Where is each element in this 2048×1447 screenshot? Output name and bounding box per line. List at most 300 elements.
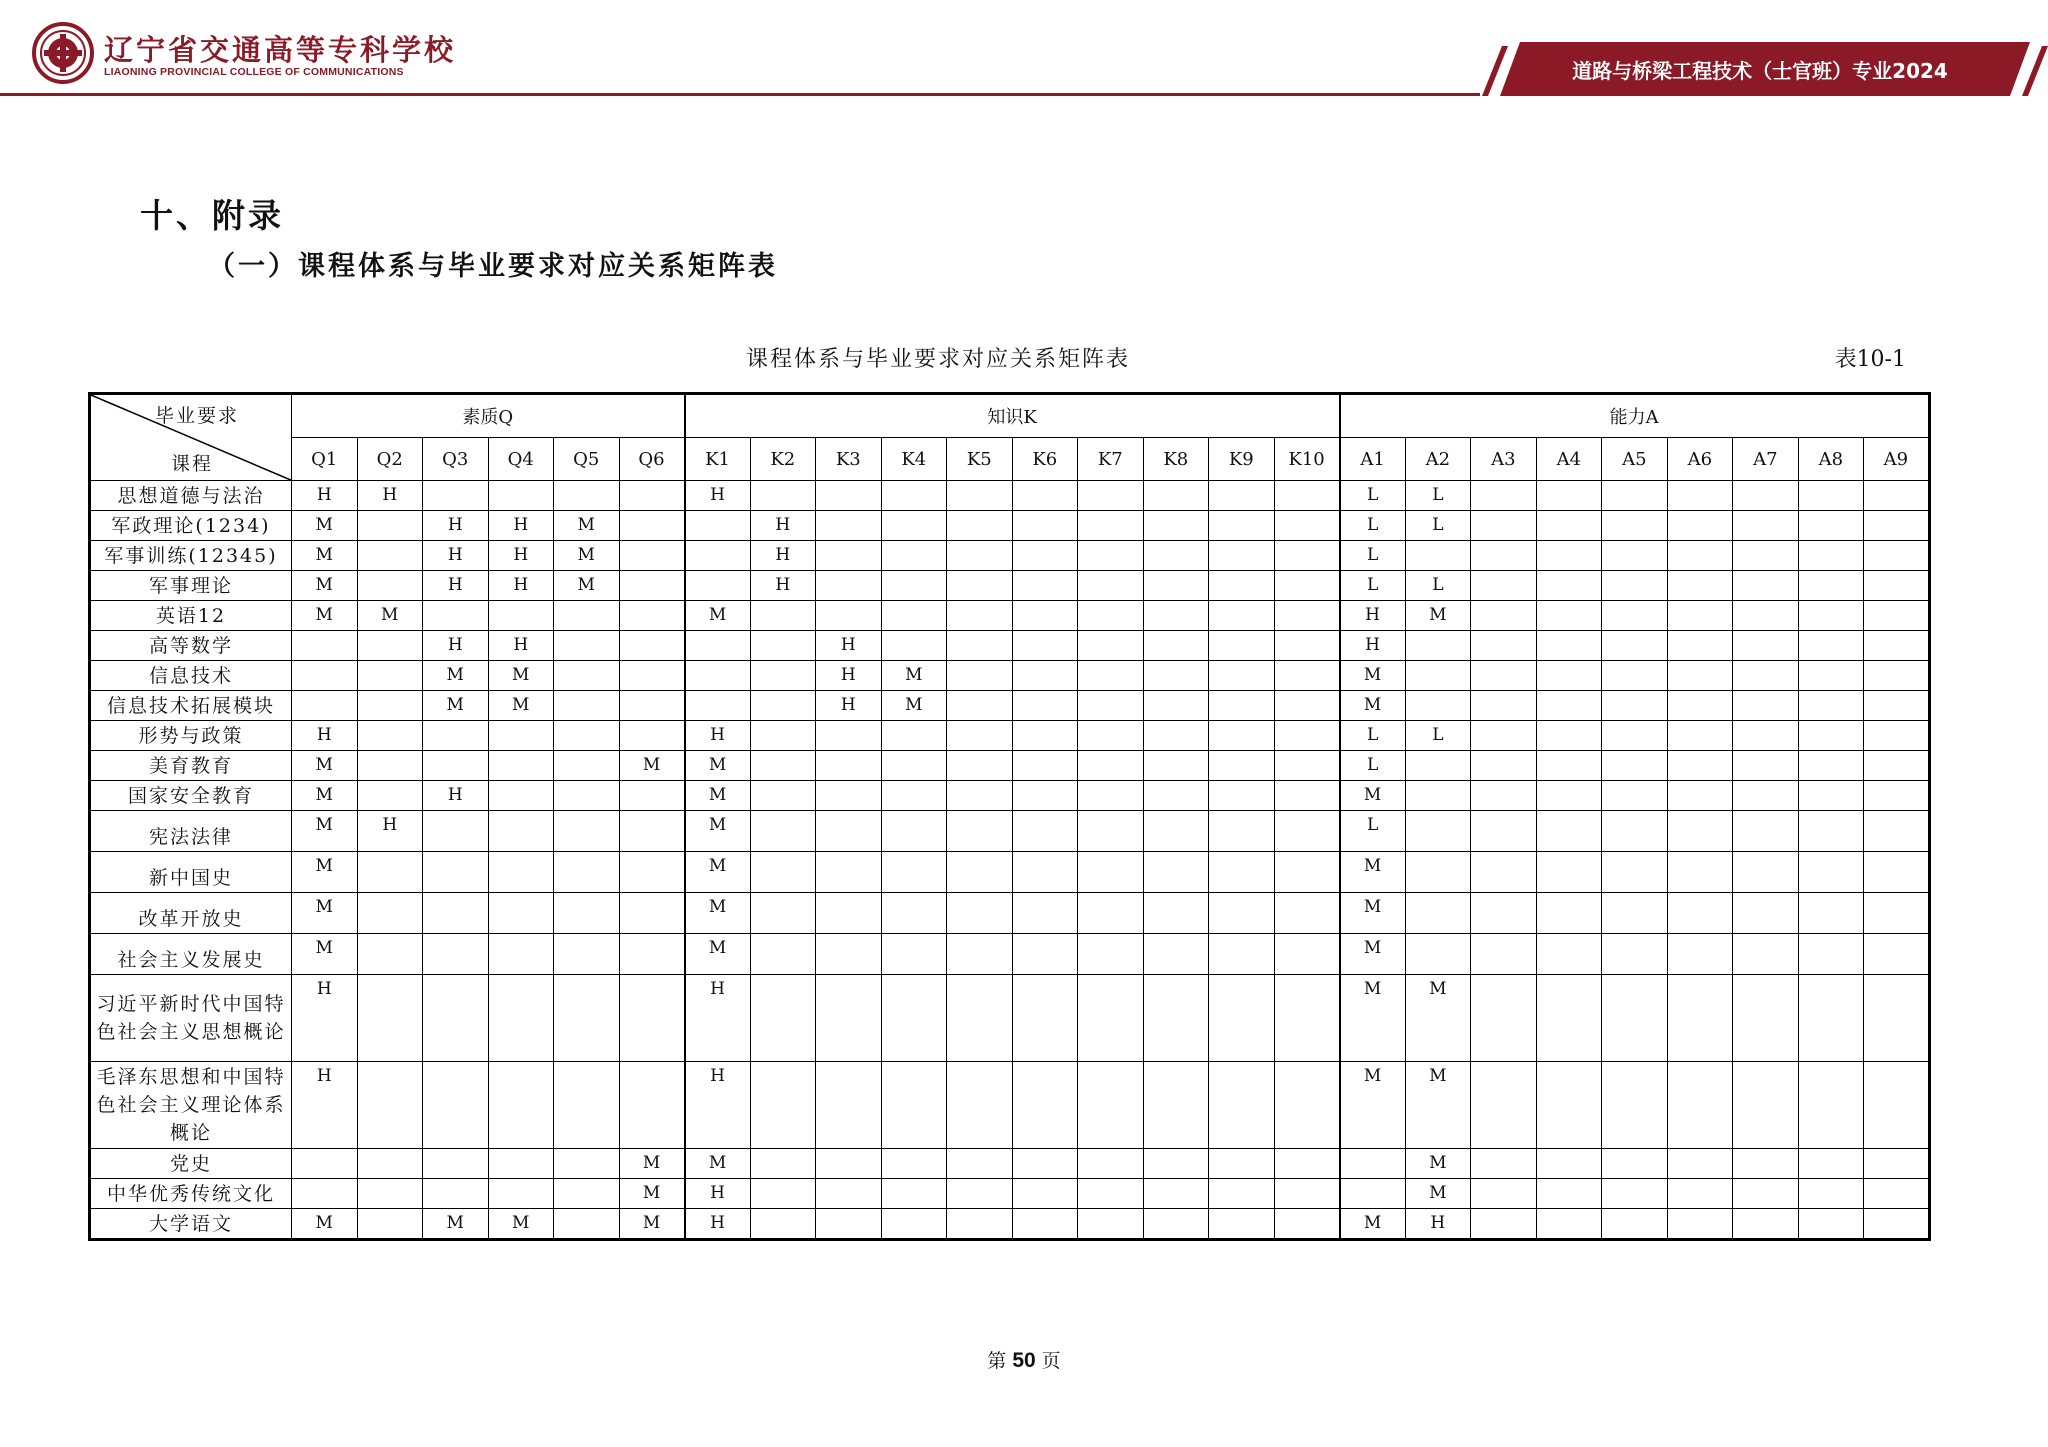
matrix-cell: [488, 852, 554, 893]
matrix-cell: H: [1405, 1209, 1471, 1240]
matrix-cell: [1471, 481, 1537, 511]
matrix-cell: M: [685, 852, 751, 893]
matrix-cell: L: [1340, 511, 1406, 541]
matrix-cell: [1078, 541, 1144, 571]
matrix-cell: [357, 934, 423, 975]
matrix-cell: [750, 661, 816, 691]
matrix-cell: [1798, 601, 1864, 631]
matrix-cell: [1667, 1179, 1733, 1209]
matrix-cell: H: [750, 511, 816, 541]
matrix-cell: H: [423, 511, 489, 541]
matrix-cell: [1209, 601, 1275, 631]
table-row: [90, 511, 1930, 541]
matrix-cell: [423, 1062, 489, 1149]
header-rule: [0, 93, 1480, 96]
matrix-cell: [1274, 481, 1340, 511]
matrix-cell: [1536, 511, 1602, 541]
matrix-cell: M: [488, 691, 554, 721]
matrix-cell: [1602, 781, 1668, 811]
group-header-knowledge: 知识K: [685, 394, 1340, 438]
matrix-cell: M: [1405, 1062, 1471, 1149]
matrix-cell: [1798, 934, 1864, 975]
matrix-cell: [1733, 631, 1799, 661]
matrix-cell: [1667, 661, 1733, 691]
matrix-cell: M: [554, 571, 620, 601]
matrix-cell: [1209, 811, 1275, 852]
matrix-cell: [1274, 541, 1340, 571]
matrix-cell: H: [423, 571, 489, 601]
matrix-cell: M: [423, 691, 489, 721]
matrix-cell: [1405, 811, 1471, 852]
course-name: 中华优秀传统文化: [90, 1179, 292, 1209]
matrix-cell: [1143, 721, 1209, 751]
matrix-cell: [1864, 571, 1930, 601]
matrix-cell: [423, 1179, 489, 1209]
matrix-cell: [1209, 721, 1275, 751]
matrix-cell: [1798, 811, 1864, 852]
matrix-cell: M: [423, 661, 489, 691]
matrix-cell: [1798, 691, 1864, 721]
matrix-cell: [1012, 751, 1078, 781]
matrix-cell: [750, 852, 816, 893]
matrix-cell: [1078, 511, 1144, 541]
matrix-cell: [1078, 661, 1144, 691]
matrix-cell: [619, 631, 685, 661]
table-row: [90, 975, 1930, 1062]
matrix-cell: [1471, 893, 1537, 934]
matrix-cell: [1078, 852, 1144, 893]
matrix-cell: [1012, 975, 1078, 1062]
matrix-cell: [1274, 721, 1340, 751]
matrix-cell: [947, 721, 1013, 751]
matrix-cell: [619, 691, 685, 721]
matrix-cell: [1667, 511, 1733, 541]
matrix-cell: [619, 721, 685, 751]
column-header: A1: [1340, 438, 1406, 481]
course-name: 形势与政策: [90, 721, 292, 751]
matrix-cell: [357, 541, 423, 571]
matrix-cell: [816, 481, 882, 511]
table-row: [90, 1209, 1930, 1240]
matrix-cell: [619, 1062, 685, 1149]
matrix-cell: [1602, 571, 1668, 601]
matrix-cell: [1143, 1179, 1209, 1209]
matrix-cell: H: [488, 571, 554, 601]
matrix-cell: [1078, 751, 1144, 781]
column-header: Q3: [423, 438, 489, 481]
matrix-cell: [1340, 1149, 1406, 1179]
column-header: K3: [816, 438, 882, 481]
table-row: [90, 934, 1930, 975]
matrix-cell: [1405, 751, 1471, 781]
matrix-cell: [1274, 601, 1340, 631]
matrix-cell: L: [1405, 571, 1471, 601]
table-row: [90, 661, 1930, 691]
matrix-cell: [1143, 781, 1209, 811]
matrix-cell: [816, 934, 882, 975]
matrix-cell: [1667, 1209, 1733, 1240]
matrix-cell: [1471, 934, 1537, 975]
matrix-cell: [816, 1179, 882, 1209]
matrix-cell: [1667, 631, 1733, 661]
matrix-cell: [1274, 893, 1340, 934]
matrix-cell: [1405, 781, 1471, 811]
matrix-cell: M: [292, 571, 358, 601]
matrix-cell: L: [1405, 481, 1471, 511]
matrix-cell: [1471, 601, 1537, 631]
matrix-cell: [1274, 811, 1340, 852]
matrix-cell: [1143, 541, 1209, 571]
matrix-cell: [1536, 541, 1602, 571]
school-name-cn: 辽宁省交通高等专科学校: [104, 33, 457, 67]
matrix-cell: [1471, 1149, 1537, 1179]
matrix-cell: [816, 751, 882, 781]
matrix-cell: [554, 751, 620, 781]
matrix-cell: [1733, 1062, 1799, 1149]
matrix-cell: [1143, 852, 1209, 893]
matrix-cell: [816, 1149, 882, 1179]
course-name: 军政理论(1234): [90, 511, 292, 541]
matrix-cell: [1798, 751, 1864, 781]
matrix-cell: H: [685, 1062, 751, 1149]
matrix-cell: [816, 975, 882, 1062]
matrix-cell: [1143, 975, 1209, 1062]
matrix-cell: [1209, 1209, 1275, 1240]
matrix-cell: [750, 601, 816, 631]
matrix-cell: [1864, 691, 1930, 721]
matrix-cell: [1471, 781, 1537, 811]
course-name: 军事训练(12345): [90, 541, 292, 571]
matrix-cell: [1733, 601, 1799, 631]
matrix-cell: [1209, 1149, 1275, 1179]
matrix-cell: [1012, 631, 1078, 661]
matrix-cell: [1733, 1179, 1799, 1209]
matrix-cell: [1602, 541, 1668, 571]
matrix-cell: [554, 691, 620, 721]
matrix-cell: [881, 721, 947, 751]
matrix-cell: [881, 631, 947, 661]
matrix-cell: M: [292, 811, 358, 852]
table-row: [90, 1062, 1930, 1149]
matrix-cell: [423, 601, 489, 631]
course-name: 新中国史: [90, 852, 292, 893]
matrix-cell: [1536, 571, 1602, 601]
matrix-cell: [1274, 1209, 1340, 1240]
matrix-cell: [1536, 721, 1602, 751]
matrix-cell: M: [685, 811, 751, 852]
matrix-cell: [1143, 511, 1209, 541]
matrix-cell: [1798, 511, 1864, 541]
matrix-cell: [554, 1209, 620, 1240]
matrix-cell: [619, 601, 685, 631]
matrix-cell: [1274, 781, 1340, 811]
matrix-cell: [1602, 511, 1668, 541]
matrix-cell: [1536, 631, 1602, 661]
corner-course-label: 课程: [171, 453, 214, 475]
matrix-cell: M: [1340, 691, 1406, 721]
matrix-cell: [554, 631, 620, 661]
matrix-cell: [1078, 601, 1144, 631]
matrix-cell: [1864, 661, 1930, 691]
matrix-cell: [947, 541, 1013, 571]
course-name: 改革开放史: [90, 893, 292, 934]
course-name: 军事理论: [90, 571, 292, 601]
matrix-cell: [947, 511, 1013, 541]
matrix-cell: [1602, 721, 1668, 751]
matrix-cell: [1864, 975, 1930, 1062]
matrix-cell: [816, 852, 882, 893]
matrix-cell: [1536, 893, 1602, 934]
column-header: K7: [1078, 438, 1144, 481]
matrix-cell: [1078, 571, 1144, 601]
matrix-cell: M: [1340, 934, 1406, 975]
matrix-cell: M: [619, 1179, 685, 1209]
group-header-ability: 能力A: [1340, 394, 1930, 438]
matrix-cell: [1667, 934, 1733, 975]
matrix-cell: [1471, 1179, 1537, 1209]
matrix-cell: [1012, 571, 1078, 601]
matrix-cell: [881, 893, 947, 934]
matrix-cell: [1667, 691, 1733, 721]
matrix-cell: H: [685, 1209, 751, 1240]
matrix-cell: [1471, 631, 1537, 661]
matrix-cell: [816, 1209, 882, 1240]
matrix-cell: [1078, 975, 1144, 1062]
matrix-cell: [881, 781, 947, 811]
matrix-cell: [619, 781, 685, 811]
matrix-cell: M: [1405, 1149, 1471, 1179]
matrix-cell: [1078, 691, 1144, 721]
table-row: [90, 852, 1930, 893]
matrix-cell: M: [881, 691, 947, 721]
matrix-cell: L: [1340, 751, 1406, 781]
matrix-cell: H: [423, 781, 489, 811]
matrix-cell: [423, 975, 489, 1062]
matrix-cell: [488, 1062, 554, 1149]
matrix-cell: [1602, 691, 1668, 721]
matrix-cell: [1143, 934, 1209, 975]
matrix-cell: H: [1340, 601, 1406, 631]
table-row: [90, 781, 1930, 811]
matrix-cell: [947, 1209, 1013, 1240]
matrix-cell: [1012, 811, 1078, 852]
matrix-cell: [357, 975, 423, 1062]
matrix-cell: H: [292, 481, 358, 511]
column-header: Q2: [357, 438, 423, 481]
matrix-cell: [1536, 1149, 1602, 1179]
column-header: K8: [1143, 438, 1209, 481]
matrix-cell: [881, 934, 947, 975]
matrix-cell: [1798, 975, 1864, 1062]
matrix-cell: L: [1340, 721, 1406, 751]
matrix-cell: H: [685, 721, 751, 751]
matrix-cell: [816, 811, 882, 852]
matrix-cell: [554, 893, 620, 934]
matrix-cell: [357, 751, 423, 781]
matrix-cell: [750, 691, 816, 721]
program-title: 道路与桥梁工程技术（士官班）专业2024: [1572, 59, 1948, 83]
matrix-cell: [881, 975, 947, 1062]
matrix-cell: [750, 781, 816, 811]
matrix-cell: [488, 811, 554, 852]
column-header: Q5: [554, 438, 620, 481]
matrix-cell: [423, 893, 489, 934]
matrix-cell: [357, 781, 423, 811]
table-row: [90, 1149, 1930, 1179]
matrix-cell: [1667, 811, 1733, 852]
corner-requirements-label: 毕业要求: [154, 405, 239, 427]
matrix-cell: [1798, 893, 1864, 934]
matrix-cell: [1602, 1209, 1668, 1240]
matrix-cell: [816, 893, 882, 934]
matrix-cell: [1733, 811, 1799, 852]
matrix-cell: [1209, 751, 1275, 781]
matrix-cell: [1012, 1209, 1078, 1240]
matrix-cell: [1733, 481, 1799, 511]
matrix-cell: [357, 893, 423, 934]
matrix-cell: [1733, 511, 1799, 541]
matrix-cell: [947, 481, 1013, 511]
matrix-cell: [619, 511, 685, 541]
matrix-cell: [1798, 1179, 1864, 1209]
matrix-body: [90, 481, 1930, 1240]
matrix-cell: [1078, 481, 1144, 511]
matrix-cell: [881, 1062, 947, 1149]
matrix-cell: [881, 1149, 947, 1179]
matrix-cell: M: [292, 934, 358, 975]
matrix-cell: M: [292, 852, 358, 893]
matrix-cell: [1798, 481, 1864, 511]
matrix-cell: [423, 721, 489, 751]
matrix-cell: [750, 631, 816, 661]
matrix-cell: H: [488, 541, 554, 571]
matrix-cell: [1798, 631, 1864, 661]
matrix-cell: [947, 852, 1013, 893]
matrix-cell: M: [292, 781, 358, 811]
course-name: 党史: [90, 1149, 292, 1179]
matrix-cell: [619, 893, 685, 934]
matrix-cell: [1274, 751, 1340, 781]
matrix-cell: M: [685, 893, 751, 934]
matrix-cell: [750, 1149, 816, 1179]
matrix-cell: [947, 975, 1013, 1062]
column-header: K6: [1012, 438, 1078, 481]
matrix-cell: [750, 811, 816, 852]
matrix-cell: [947, 661, 1013, 691]
matrix-cell: [1078, 721, 1144, 751]
matrix-cell: [947, 571, 1013, 601]
matrix-cell: [1274, 934, 1340, 975]
matrix-cell: [1471, 661, 1537, 691]
matrix-cell: [1209, 781, 1275, 811]
matrix-cell: [947, 601, 1013, 631]
matrix-cell: [488, 975, 554, 1062]
matrix-cell: [1536, 1062, 1602, 1149]
matrix-cell: [423, 481, 489, 511]
matrix-cell: [1209, 661, 1275, 691]
matrix-cell: [750, 481, 816, 511]
matrix-cell: [1536, 691, 1602, 721]
matrix-cell: [947, 691, 1013, 721]
matrix-cell: [619, 811, 685, 852]
matrix-cell: H: [488, 511, 554, 541]
table-caption: 课程体系与毕业要求对应关系矩阵表: [745, 347, 1130, 372]
matrix-cell: [619, 571, 685, 601]
matrix-cell: [947, 1179, 1013, 1209]
matrix-cell: [1274, 661, 1340, 691]
course-name: 英语12: [90, 601, 292, 631]
matrix-cell: [947, 631, 1013, 661]
matrix-cell: [619, 975, 685, 1062]
matrix-cell: M: [1340, 852, 1406, 893]
matrix-cell: H: [292, 721, 358, 751]
matrix-cell: [554, 1149, 620, 1179]
matrix-cell: [1471, 571, 1537, 601]
matrix-cell: [816, 511, 882, 541]
matrix-cell: [1405, 934, 1471, 975]
matrix-cell: [1471, 975, 1537, 1062]
matrix-cell: M: [881, 661, 947, 691]
matrix-cell: [1012, 781, 1078, 811]
matrix-cell: [619, 661, 685, 691]
matrix-cell: [1274, 631, 1340, 661]
matrix-cell: [1602, 1179, 1668, 1209]
column-header: A6: [1667, 438, 1733, 481]
matrix-cell: [1209, 571, 1275, 601]
matrix-cell: [1733, 571, 1799, 601]
matrix-cell: M: [1340, 975, 1406, 1062]
matrix-cell: [1471, 751, 1537, 781]
matrix-cell: [554, 721, 620, 751]
matrix-cell: [1340, 1179, 1406, 1209]
matrix-cell: [554, 781, 620, 811]
matrix-cell: M: [292, 511, 358, 541]
matrix-cell: H: [357, 481, 423, 511]
matrix-cell: [685, 541, 751, 571]
matrix-cell: L: [1340, 481, 1406, 511]
matrix-cell: [1602, 1149, 1668, 1179]
matrix-cell: [488, 893, 554, 934]
matrix-cell: [1602, 811, 1668, 852]
matrix-cell: [423, 751, 489, 781]
matrix-cell: [1602, 975, 1668, 1062]
table-row: [90, 631, 1930, 661]
matrix-cell: M: [292, 751, 358, 781]
page-prefix: 第: [987, 1350, 1007, 1372]
matrix-cell: M: [292, 893, 358, 934]
matrix-cell: [750, 893, 816, 934]
matrix-cell: [1536, 751, 1602, 781]
matrix-cell: M: [554, 541, 620, 571]
matrix-cell: [1143, 601, 1209, 631]
matrix-cell: [881, 601, 947, 631]
course-name: 社会主义发展史: [90, 934, 292, 975]
matrix-cell: H: [750, 541, 816, 571]
matrix-cell: [1536, 852, 1602, 893]
matrix-cell: [1078, 1179, 1144, 1209]
matrix-cell: [357, 1179, 423, 1209]
matrix-cell: [1798, 571, 1864, 601]
matrix-cell: [1274, 1149, 1340, 1179]
matrix-cell: [1536, 1209, 1602, 1240]
matrix-cell: [1864, 893, 1930, 934]
matrix-cell: [1864, 541, 1930, 571]
matrix-cell: [1864, 1062, 1930, 1149]
matrix-cell: [1012, 934, 1078, 975]
matrix-cell: [1012, 893, 1078, 934]
matrix-cell: [1536, 934, 1602, 975]
table-row: [90, 571, 1930, 601]
